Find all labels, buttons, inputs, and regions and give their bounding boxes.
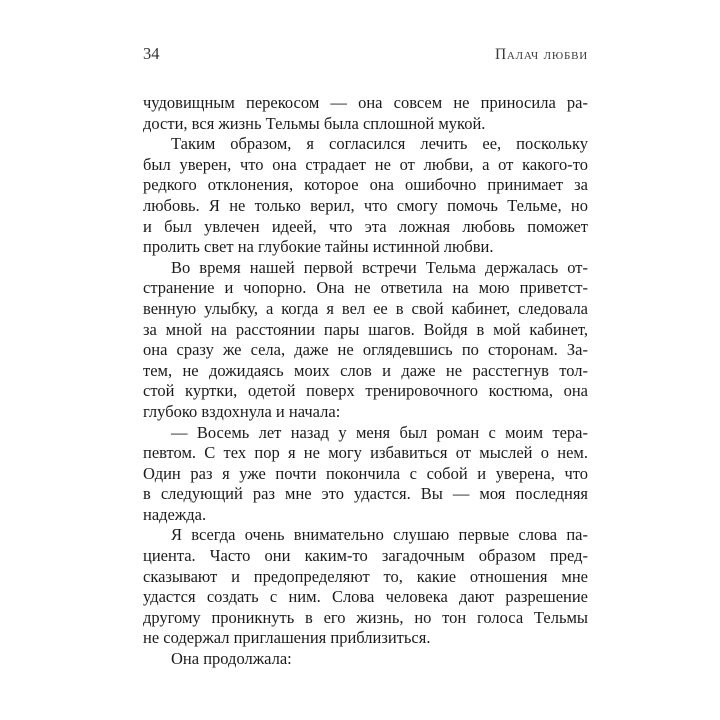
paragraph xyxy=(143,93,588,134)
text-line: любовь. Я не только верил, что смогу помочь Тельме, но xyxy=(143,195,588,215)
text-line: Один раз я уже почти покончила с собой и уверена, что xyxy=(143,463,588,483)
text-line: удастся создать с ним. Слова человека дают разрешение xyxy=(143,587,588,607)
text-line: дости, вся жизнь Тельмы была сплошной мукой. xyxy=(143,113,486,133)
text-line: не содержал приглашения приблизиться. xyxy=(143,628,431,648)
text-line: сказывают и предопределяют то, какие отношения мне xyxy=(143,566,588,586)
text-line: надежда. xyxy=(143,504,207,524)
paragraph xyxy=(143,134,588,258)
paragraph xyxy=(143,525,588,649)
text-line: венную улыбку, а когда я вел ее в свой кабинет, следовала xyxy=(143,298,588,318)
page-body-text xyxy=(143,93,588,670)
running-title: Палач любви xyxy=(494,46,588,63)
paragraph xyxy=(143,258,588,423)
text-line: был уверен, что она страдает не от любви, а от какого-то xyxy=(143,154,588,174)
text-line: циента. Часто они каким-то загадочным образом пред- xyxy=(143,546,588,566)
page-number: 34 xyxy=(143,44,160,63)
text-line: — Восемь лет назад у меня был роман с моим тера- xyxy=(171,422,588,442)
text-line: она сразу же села, даже не оглядевшись по сторонам. За- xyxy=(143,340,588,360)
text-line: певтом. С тех пор я не могу избавиться от мыслей о нем. xyxy=(143,443,588,463)
text-line: редкого отклонения, которое она ошибочно принимает за xyxy=(143,175,588,195)
text-line: тем, не дожидаясь моих слов и даже не расстегнув тол- xyxy=(143,360,588,380)
text-line: Я всегда очень внимательно слушаю первые слова па- xyxy=(171,525,588,545)
text-line: стой куртки, одетой поверх тренировочного костюма, она xyxy=(143,381,588,401)
text-line: и был увлечен идеей, что эта ложная любовь поможет xyxy=(143,216,588,236)
running-head xyxy=(143,44,588,64)
paragraph xyxy=(143,649,588,670)
text-line: Таким образом, я согласился лечить ее, поскольку xyxy=(171,134,588,154)
text-line: другому проникнуть в его жизнь, но тон голоса Тельмы xyxy=(143,607,588,627)
text-line: Она продолжала: xyxy=(171,649,292,669)
text-line: пролить свет на глубокие тайны истинной любви. xyxy=(143,237,494,257)
text-line: за мной на расстоянии пары шагов. Войдя в мой кабинет, xyxy=(143,319,588,339)
text-line: Во время нашей первой встречи Тельма держалась от- xyxy=(171,257,588,277)
text-line: чудовищным перекосом — она совсем не приносила ра- xyxy=(143,93,588,112)
text-line: глубоко вздохнула и начала: xyxy=(143,401,341,421)
text-line: в следующий раз мне это удастся. Вы — моя последняя xyxy=(143,484,588,504)
text-line: странение и чопорно. Она не ответила на мою приветст- xyxy=(143,278,588,298)
paragraph xyxy=(143,423,588,526)
